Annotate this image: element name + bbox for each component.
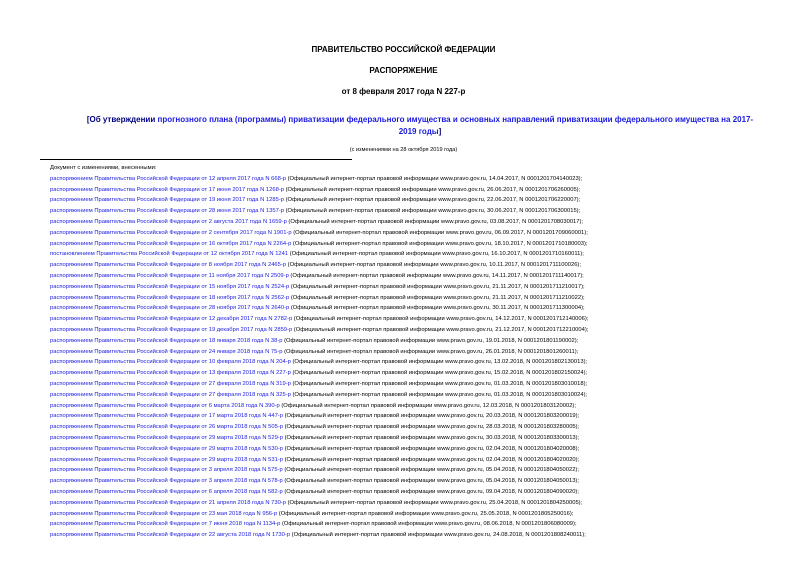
amendment-link[interactable]: распоряжением Правительства Российской Федерации от 27 февраля 2018 года N 319-р	[50, 380, 291, 387]
amendment-link[interactable]: распоряжением Правительства Российской Федерации от 28 ноября 2017 года N 2640-р	[50, 305, 290, 312]
amendment-link[interactable]: распоряжением Правительства Российской Федерации от 12 апреля 2017 года N 668-р	[50, 175, 286, 182]
amendment-entry	[50, 260, 790, 271]
amendment-entry	[50, 357, 790, 368]
amendment-link[interactable]: распоряжением Правительства Российской Федерации от 11 ноября 2017 года N 2509-р	[50, 272, 289, 279]
amendment-entry	[50, 476, 790, 487]
changes-caption: Документ с изменениями, внесенными:	[50, 165, 157, 171]
amendment-source: (Официальный интернет-портал правовой информации www.pravo.gov.ru, 06.09.2017, N 0001201709060001);	[291, 229, 588, 236]
divider	[40, 159, 352, 160]
amendment-link[interactable]: распоряжением Правительства Российской Федерации от 19 декабря 2017 года N 2859-р	[50, 326, 293, 333]
amendment-link[interactable]: распоряжением Правительства Российской Федерации от 6 апреля 2018 года N 582-р	[50, 488, 283, 495]
amendment-entry	[50, 228, 790, 239]
amendment-source: (Официальный интернет-портал правовой информации www.pravo.gov.ru, 15.02.2018, N 0001201802150024);	[290, 370, 588, 377]
document-type-heading: РАСПОРЯЖЕНИЕ	[369, 66, 438, 75]
amendment-entry	[50, 390, 790, 401]
amendment-entry	[50, 519, 790, 530]
amendment-source: (Официальный интернет-портал правовой информации www.pravo.gov.ru, 05.04.2018, N 0001201804050013);	[282, 478, 579, 485]
amendment-entry	[50, 465, 790, 476]
government-heading: ПРАВИТЕЛЬСТВО РОССИЙСКОЙ ФЕДЕРАЦИИ	[311, 45, 496, 54]
amendment-entry	[50, 185, 790, 196]
changes-list	[50, 163, 790, 541]
amendment-source: (Официальный интернет-портал правовой информации www.pravo.gov.ru, 01.03.2018, N 0001201803010018);	[290, 380, 588, 387]
amendment-link[interactable]: распоряжением Правительства Российской Федерации от 24 января 2018 года N 75-р	[50, 348, 283, 355]
amendment-source: (Официальный интернет-портал правовой информации www.pravo.gov.ru, 09.04.2018, N 0001201804090020);	[282, 488, 579, 495]
amendment-link[interactable]: распоряжением Правительства Российской Федерации от 26 марта 2018 года N 505-р	[50, 424, 283, 431]
amendment-source: (Официальный интернет-портал правовой информации www.pravo.gov.ru, 30.03.2018, N 0001201803300013);	[282, 434, 580, 441]
amendment-link[interactable]: распоряжением Правительства Российской Федерации от 10 февраля 2018 года N 204-р	[50, 359, 291, 366]
amendment-source: (Официальный интернет-портал правовой информации www.pravo.gov.ru, 03.08.2017, N 0001201708030017);	[286, 218, 584, 225]
amendment-entry	[50, 314, 790, 325]
amendment-entry	[50, 303, 790, 314]
amendment-source: (Официальный интернет-портал правовой информации www.pravo.gov.ru, 14.04.2017, N 0001201704140023);	[285, 175, 583, 182]
amendment-source: (Официальный интернет-портал правовой информации www.pravo.gov.ru, 13.02.2018, N 0001201802130013);	[290, 359, 588, 366]
amendment-entry	[50, 530, 790, 541]
amendment-link[interactable]: распоряжением Правительства Российской Федерации от 16 октября 2017 года N 2264-р	[50, 240, 292, 247]
amendment-source: (Официальный интернет-портал правовой информации www.pravo.gov.ru, 25.05.2018, N 0001201805250016);	[277, 510, 574, 517]
amendment-source: (Официальный интернет-портал правовой информации www.pravo.gov.ru, 26.06.2017, N 0001201706260005);	[283, 186, 581, 193]
amendment-entry	[50, 293, 790, 304]
amendment-entry	[50, 217, 790, 228]
amendment-link[interactable]: распоряжением Правительства Российской Федерации от 23 мая 2018 года N 956-р	[50, 510, 278, 517]
amendment-source: (Официальный интернет-портал правовой информации www.pravo.gov.ru, 02.04.2018, N 0001201804020020);	[282, 456, 580, 463]
amendment-entry	[50, 174, 790, 185]
amendment-source: (Официальный интернет-портал правовой информации www.pravo.gov.ru, 08.06.2018, N 0001201806080009);	[280, 521, 577, 528]
amendment-source: (Официальный интернет-портал правовой информации www.pravo.gov.ru, 28.03.2018, N 0001201803280005);	[282, 424, 580, 431]
amendment-entry	[50, 487, 790, 498]
amendment-link[interactable]: распоряжением Правительства Российской Федерации от 12 декабря 2017 года N 2782-р	[50, 316, 293, 323]
amendment-source: (Официальный интернет-портал правовой информации www.pravo.gov.ru, 30.06.2017, N 0001201706300015);	[283, 208, 581, 215]
amendment-source: (Официальный интернет-портал правовой информации www.pravo.gov.ru, 19.01.2018, N 0001201801190002);	[282, 337, 579, 344]
amendment-link[interactable]: распоряжением Правительства Российской Федерации от 19 июня 2017 года N 1285-р	[50, 197, 284, 204]
amendment-source: (Официальный интернет-портал правовой информации www.pravo.gov.ru, 21.11.2017, N 0001201711210022);	[289, 294, 585, 301]
amendment-link[interactable]: распоряжением Правительства Российской Федерации от 3 апреля 2018 года N 575-р	[50, 467, 283, 474]
document-title	[80, 114, 760, 138]
amendment-source: (Официальный интернет-портал правовой информации www.pravo.gov.ru, 21.11.2017, N 0001201711210017);	[289, 283, 585, 290]
amendment-link[interactable]: распоряжением Правительства Российской Федерации от 15 ноября 2017 года N 2524-р	[50, 283, 290, 290]
changes-note: (с изменениями на 28 октября 2019 года)	[349, 147, 458, 153]
title-close-bracket: ]	[438, 127, 442, 136]
amendment-link[interactable]: распоряжением Правительства Российской Федерации от 29 марта 2018 года N 530-р	[50, 445, 283, 452]
amendment-source: (Официальный интернет-портал правовой информации www.pravo.gov.ru, 18.10.2017, N 0001201710180003);	[291, 240, 588, 247]
amendment-link[interactable]: распоряжением Правительства Российской Федерации от 17 марта 2018 года N 447-р	[50, 413, 283, 420]
amendment-link[interactable]: распоряжением Правительства Российской Федерации от 29 марта 2018 года N 531-р	[50, 456, 283, 463]
amendment-entry	[50, 401, 790, 412]
amendment-entry	[50, 509, 790, 520]
amendment-link[interactable]: распоряжением Правительства Российской Федерации от 18 января 2018 года N 38-р	[50, 337, 283, 344]
amendment-entry	[50, 368, 790, 379]
amendment-link[interactable]: постановлением Правительства Российской Федерации от 12 октября 2017 года N 1241	[50, 251, 289, 258]
amendment-source: (Официальный интернет-портал правовой информации www.pravo.gov.ru, 01.03.2018, N 0001201803010024);	[290, 391, 588, 398]
amendment-entry	[50, 249, 790, 260]
amendment-link[interactable]: распоряжением Правительства Российской Федерации от 18 ноября 2017 года N 2562-р	[50, 294, 290, 301]
title-link[interactable]: прогнозного плана (программы) приватизации федерального имущества и основных направлений приватизации федерального имущества на 2017-2019 годы	[157, 115, 754, 136]
amendment-source: (Официальный интернет-портал правовой информации www.pravo.gov.ru, 20.03.2018, N 0001201803200019);	[282, 413, 580, 420]
amendment-link[interactable]: распоряжением Правительства Российской Федерации от 2 сентября 2017 года N 1901-р	[50, 229, 292, 236]
amendment-source: (Официальный интернет-портал правовой информации www.pravo.gov.ru, 14.12.2017, N 0001201712140006);	[292, 316, 589, 323]
amendment-link[interactable]: распоряжением Правительства Российской Федерации от 13 февраля 2018 года N 227-р	[50, 370, 291, 377]
amendment-source: (Официальный интернет-портал правовой информации www.pravo.gov.ru, 24.08.2018, N 0001201808240011);	[290, 532, 586, 539]
amendment-source: (Официальный интернет-портал правовой информации www.pravo.gov.ru, 22.06.2017, N 0001201706220007);	[283, 197, 581, 204]
amendment-source: (Официальный интернет-портал правовой информации www.pravo.gov.ru, 12.03.2018, N 0001201803120002);	[279, 402, 576, 409]
amendment-source: (Официальный интернет-портал правовой информации www.pravo.gov.ru, 10.11.2017, N 0001201711100026);	[286, 262, 581, 269]
amendment-link[interactable]: распоряжением Правительства Российской Федерации от 6 марта 2018 года N 390-р	[50, 402, 280, 409]
amendment-source: (Официальный интернет-портал правовой информации www.pravo.gov.ru, 26.01.2018, N 0001201801260011);	[282, 348, 579, 355]
amendment-entry	[50, 282, 790, 293]
amendment-link[interactable]: распоряжением Правительства Российской Федерации от 28 июня 2017 года N 1357-р	[50, 208, 284, 215]
amendment-source: (Официальный интернет-портал правовой информации www.pravo.gov.ru, 21.12.2017, N 0001201712210004);	[292, 326, 589, 333]
document-date-number: от 8 февраля 2017 года N 227-р	[341, 87, 466, 96]
amendment-link[interactable]: распоряжением Правительства Российской Федерации от 3 апреля 2018 года N 578-р	[50, 478, 283, 485]
amendment-entry	[50, 498, 790, 509]
amendment-link[interactable]: распоряжением Правительства Российской Федерации от 2 августа 2017 года N 1659-р	[50, 218, 287, 225]
amendment-entry	[50, 455, 790, 466]
amendment-entry	[50, 195, 790, 206]
amendment-entry	[50, 271, 790, 282]
amendment-entry	[50, 325, 790, 336]
amendment-entry	[50, 206, 790, 217]
amendment-entry	[50, 433, 790, 444]
amendment-source: (Официальный интернет-портал правовой информации www.pravo.gov.ru, 16.10.2017, N 0001201710160011);	[288, 251, 584, 258]
amendment-link[interactable]: распоряжением Правительства Российской Федерации от 7 июня 2018 года N 1134-р	[50, 521, 281, 528]
amendment-entry	[50, 422, 790, 433]
amendment-link[interactable]: распоряжением Правительства Российской Федерации от 22 августа 2018 года N 1730-р	[50, 532, 291, 539]
amendment-link[interactable]: распоряжением Правительства Российской Федерации от 29 марта 2018 года N 529-р	[50, 434, 283, 441]
amendment-link[interactable]: распоряжением Правительства Российской Федерации от 17 июня 2017 года N 1268-р	[50, 186, 284, 193]
amendment-link[interactable]: распоряжением Правительства Российской Федерации от 27 февраля 2018 года N 325-р	[50, 391, 291, 398]
amendment-source: (Официальный интернет-портал правовой информации www.pravo.gov.ru, 25.04.2018, N 0001201804250005);	[285, 499, 583, 506]
amendment-source: (Официальный интернет-портал правовой информации www.pravo.gov.ru, 14.11.2017, N 0001201711140017);	[288, 272, 584, 279]
amendment-entry	[50, 336, 790, 347]
amendment-source: (Официальный интернет-портал правовой информации www.pravo.gov.ru, 05.04.2018, N 0001201804050022);	[282, 467, 579, 474]
amendment-link[interactable]: распоряжением Правительства Российской Федерации от 21 апреля 2018 года N 730-р	[50, 499, 286, 506]
amendment-entry	[50, 411, 790, 422]
title-open-bracket: [Об утверждении	[86, 115, 158, 124]
amendment-entry	[50, 347, 790, 358]
amendment-entry	[50, 444, 790, 455]
amendment-link[interactable]: распоряжением Правительства Российской Федерации от 8 ноября 2017 года N 2465-р	[50, 262, 287, 269]
amendment-entry	[50, 379, 790, 390]
amendment-entry	[50, 239, 790, 250]
amendment-source: (Официальный интернет-портал правовой информации www.pravo.gov.ru, 02.04.2018, N 0001201804020008);	[282, 445, 580, 452]
amendment-entries	[50, 174, 790, 541]
amendment-source: (Официальный интернет-портал правовой информации www.pravo.gov.ru, 30.11.2017, N 0001201711300004);	[289, 305, 585, 312]
